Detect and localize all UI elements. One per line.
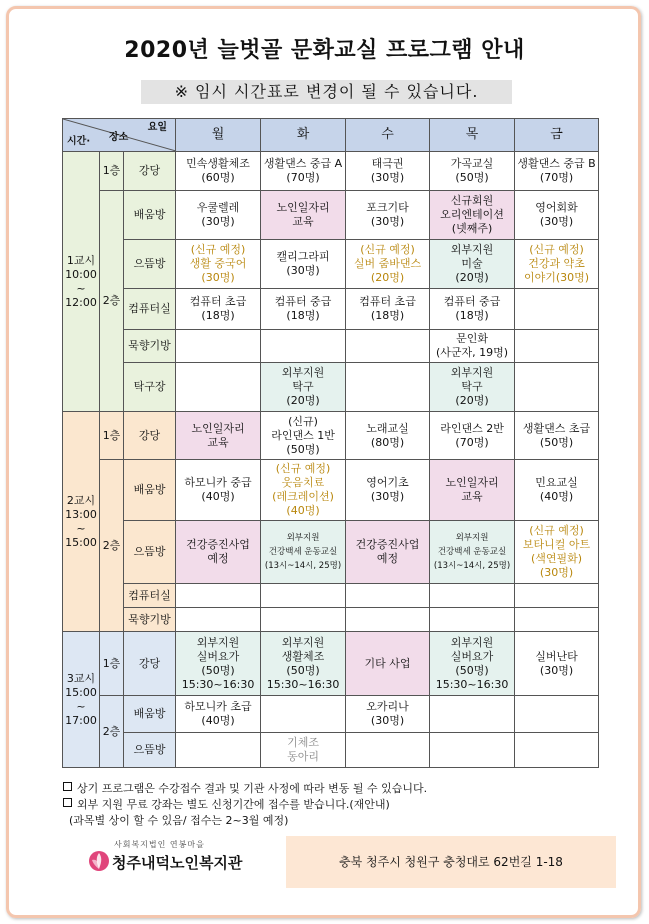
floor-1: 1층: [100, 412, 124, 460]
class-cell: 실버난타 (30명): [515, 632, 599, 696]
class-cell: 태극권 (30명): [346, 152, 430, 191]
room-name: 묵향기방: [124, 330, 176, 363]
class-cell: 문인화 (사군자, 19명): [430, 330, 515, 363]
class-cell: 외부지원 생활체조 (50명) 15:30~16:30: [261, 632, 346, 696]
class-cell: 생활댄스 중급 B (70명): [515, 152, 599, 191]
address-box: 충북 청주시 청원구 충청대로 62번길 1-18: [286, 836, 616, 888]
footnote: 외부 지원 무료 강좌는 별도 신청기간에 접수를 받습니다.(재안내): [63, 797, 623, 813]
corner-header: [63, 119, 176, 152]
class-cell: 외부지원 미술 (20명): [430, 240, 515, 289]
class-cell: [515, 733, 599, 768]
table-row: [63, 632, 599, 696]
table-row: [63, 152, 599, 191]
class-cell: [515, 584, 599, 608]
table-row: [63, 412, 599, 460]
class-cell: 외부지원 탁구 (20명): [261, 363, 346, 412]
room-name: 강당: [124, 152, 176, 191]
room-name: 으뜸방: [124, 240, 176, 289]
table-row: [63, 521, 599, 584]
room-name: 강당: [124, 632, 176, 696]
class-cell: [430, 696, 515, 733]
table-row: [63, 460, 599, 521]
class-cell: 컴퓨터 초급 (18명): [346, 289, 430, 330]
room-name: 컴퓨터실: [124, 584, 176, 608]
class-cell: 영어회화 (30명): [515, 191, 599, 240]
class-cell: 외부지원 건강백세 운동교실 (13시~14시, 25명): [430, 521, 515, 584]
square-bullet-icon: [63, 782, 72, 791]
table-row: [63, 240, 599, 289]
table-row: [63, 289, 599, 330]
class-cell: 노인일자리 교육: [261, 191, 346, 240]
logo-subtitle: 사회복지법인 연봉마을: [114, 840, 205, 849]
room-name: 배움방: [124, 696, 176, 733]
yoil-label: 요일: [147, 122, 168, 133]
room-name: 배움방: [124, 191, 176, 240]
room-name: 강당: [124, 412, 176, 460]
room-name: 으뜸방: [124, 521, 176, 584]
sigan-label: 시간·: [67, 136, 91, 147]
period-1-label: 1교시 10:00 ~ 12:00: [63, 152, 100, 412]
day-tue: 화: [261, 119, 346, 152]
footnote: (과목별 상이 할 수 있음/ 접수는 2~3월 예정): [69, 814, 289, 827]
class-cell: [261, 584, 346, 608]
class-cell: [346, 733, 430, 768]
class-cell: 컴퓨터 중급 (18명): [261, 289, 346, 330]
room-name: 으뜸방: [124, 733, 176, 768]
class-cell: 건강증진사업 예정: [346, 521, 430, 584]
class-cell: 컴퓨터 중급 (18명): [430, 289, 515, 330]
table-row: [63, 733, 599, 768]
class-cell: 건강증진사업 예정: [176, 521, 261, 584]
table-row: [63, 363, 599, 412]
class-cell: (신규 예정) 웃음치료 (레크레이션) (40명): [261, 460, 346, 521]
class-cell: [176, 363, 261, 412]
class-cell: [346, 363, 430, 412]
class-cell: 외부지원 건강백세 운동교실 (13시~14시, 25명): [261, 521, 346, 584]
class-cell: 컴퓨터 초급 (18명): [176, 289, 261, 330]
table-row: [63, 584, 599, 608]
class-cell: 영어기초 (30명): [346, 460, 430, 521]
class-cell: 생활댄스 중급 A (70명): [261, 152, 346, 191]
class-cell: (신규 예정) 실버 줌바댄스 (20명): [346, 240, 430, 289]
square-bullet-icon: [63, 798, 72, 807]
table-header-row: [63, 119, 599, 152]
room-name: 컴퓨터실: [124, 289, 176, 330]
class-cell: 하모니카 초급 (40명): [176, 696, 261, 733]
class-cell: 민속생활체조 (60명): [176, 152, 261, 191]
class-cell: 외부지원 탁구 (20명): [430, 363, 515, 412]
class-cell: [515, 363, 599, 412]
class-cell: [515, 330, 599, 363]
jangso-label: 장소: [109, 132, 129, 143]
class-cell: 노인일자리 교육: [430, 460, 515, 521]
class-cell: [176, 330, 261, 363]
schedule-table: [62, 118, 599, 768]
class-cell: [176, 608, 261, 632]
class-cell: 포크기타 (30명): [346, 191, 430, 240]
room-name: 탁구장: [124, 363, 176, 412]
class-cell: [430, 584, 515, 608]
period-3-label: 3교시 15:00 ~ 17:00: [63, 632, 100, 768]
footnotes: [63, 781, 623, 829]
class-cell: [261, 608, 346, 632]
floor-2: 2층: [100, 191, 124, 412]
class-cell: (신규) 라인댄스 1반 (50명): [261, 412, 346, 460]
class-cell: [261, 330, 346, 363]
class-cell: 신규회원 오리엔테이션 (넷째주): [430, 191, 515, 240]
page-title: 2020년 늘벗골 문화교실 프로그램 안내: [124, 38, 525, 63]
class-cell: [176, 733, 261, 768]
class-cell: 라인댄스 2반 (70명): [430, 412, 515, 460]
floor-2: 2층: [100, 696, 124, 768]
class-cell: 외부지원 실버요가 (50명) 15:30~16:30: [430, 632, 515, 696]
footnote: 상기 프로그램은 수강접수 결과 및 기관 사정에 따라 변동 될 수 있습니다.: [63, 781, 623, 797]
table-row: [63, 330, 599, 363]
floor-2: 2층: [100, 460, 124, 632]
day-mon: 월: [176, 119, 261, 152]
class-cell: [430, 608, 515, 632]
table-row: [63, 696, 599, 733]
class-cell: 기체조 동아리: [261, 733, 346, 768]
day-thu: 목: [430, 119, 515, 152]
class-cell: [515, 696, 599, 733]
logo-name: 청주내덕노인복지관: [112, 854, 243, 872]
class-cell: 캘리그라피 (30명): [261, 240, 346, 289]
period-2-label: 2교시 13:00 ~ 15:00: [63, 412, 100, 632]
class-cell: 민요교실 (40명): [515, 460, 599, 521]
class-cell: [346, 584, 430, 608]
logo-flower-icon: [88, 850, 110, 872]
class-cell: 기타 사업: [346, 632, 430, 696]
floor-1: 1층: [100, 152, 124, 191]
class-cell: (신규 예정) 생활 중국어 (30명): [176, 240, 261, 289]
class-cell: 외부지원 실버요가 (50명) 15:30~16:30: [176, 632, 261, 696]
class-cell: (신규 예정) 보타니컬 아트 (색연필화) (30명): [515, 521, 599, 584]
notice-banner: ※ 임시 시간표로 변경이 될 수 있습니다.: [141, 80, 512, 104]
floor-1: 1층: [100, 632, 124, 696]
class-cell: [346, 608, 430, 632]
class-cell: 노래교실 (80명): [346, 412, 430, 460]
room-name: 묵향기방: [124, 608, 176, 632]
class-cell: (신규 예정) 건강과 약초 이야기(30명): [515, 240, 599, 289]
day-fri: 금: [515, 119, 599, 152]
class-cell: [515, 608, 599, 632]
class-cell: 오카리나 (30명): [346, 696, 430, 733]
class-cell: 노인일자리 교육: [176, 412, 261, 460]
class-cell: 하모니카 중급 (40명): [176, 460, 261, 521]
table-row: [63, 191, 599, 240]
class-cell: [430, 733, 515, 768]
class-cell: 우쿨렐레 (30명): [176, 191, 261, 240]
table-row: [63, 608, 599, 632]
day-wed: 수: [346, 119, 430, 152]
class-cell: 생활댄스 초급 (50명): [515, 412, 599, 460]
class-cell: [261, 696, 346, 733]
class-cell: [176, 584, 261, 608]
class-cell: [346, 330, 430, 363]
class-cell: [515, 289, 599, 330]
class-cell: 가곡교실 (50명): [430, 152, 515, 191]
room-name: 배움방: [124, 460, 176, 521]
